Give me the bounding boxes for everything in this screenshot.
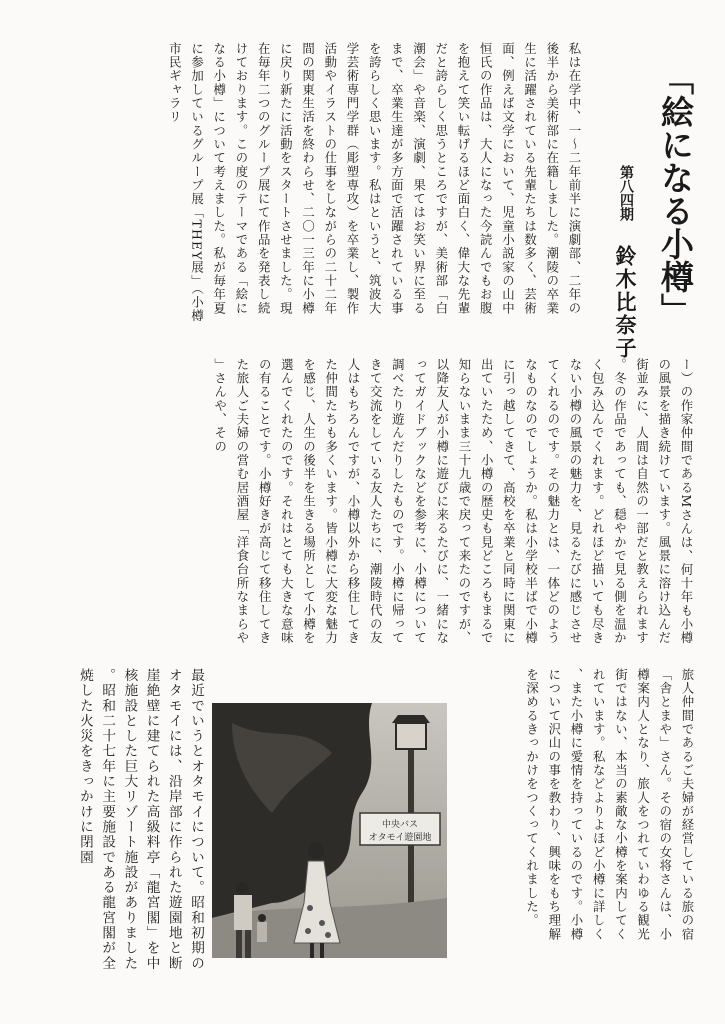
woman-head bbox=[308, 843, 324, 859]
historic-photo-otamoi bbox=[212, 703, 447, 958]
body-text-block-1: 私は在学中、一〜二年前半に演劇部、二年の後半から美術部に在籍しました。潮陵の卒業生に活躍されている先輩たちは数多く、芸術面、例えば文学において、児童小説家の山中恒氏の作品は、大人になった今読んでもお腹を抱えて笑い転げるほど面白く、偉大な先輩だと誇らしく思うところですが、美術部「白潮会」や音楽、演劇、果てはお笑い界に至るまで、卒業生達が多方面で活躍されている事を誇らしく思います。私はというと、筑波大学芸術専門学群（彫塑専攻）を卒業し、製作活動やイラストの仕事をしながらの二十二年間の関東生活を終わらせ、二〇一三年に小樽に戻り新たに活動をスタートさせました。現在毎年二つのグループ展にて作品を発表し続けております。この度のテーマである「絵になる小樽」について考えました。私が毎年夏に参加しているグループ展「THEY展」（小樽市民ギャラリ bbox=[167, 42, 582, 323]
article-title: 「絵になる小樽」 bbox=[656, 62, 695, 326]
body-text-block-2: ー）の作家仲間であるMさんは、何十年も小樽の風景を描き続けています。風景に溶け込んだ街並みに、人間は自然の一部だと教えられます。冬の作品であっても、穏やかで見る側を温かく包み込んでくれます。どれほど描いても尽きない小樽の風景の魅力を、見るたびに感じさせてくれるのです。その魅力とは、一体どのようなものなのでしょうか。私は小学校半ばで小樽に引っ越してきて、高校を卒業と同時に関東に出ていたため、小樽の歴史も見どころもまるで知らないまま三十九歳で戻って来たのですが、以降友人が小樽に遊びに来るたびに、一緒になってガイドブックなどを参考に、小樽について調べたり遊んだりしたものです。小樽に帰ってきて交流をしている友人たちに、潮陵時代の友人はもちろんですが、小樽以外から移住してきた仲間たちも多くいます。皆小樽に大変な魅力を感じ、人生の後半を生きる場所として小樽を選んでくれたのです。それはとても大きな意味の有ることです。小樽好きが高じて移住してきた旅人ご夫婦の営む居酒屋「洋食台所なまらや」さんや、その bbox=[212, 358, 694, 645]
author-name: 鈴木比奈子 bbox=[613, 245, 637, 360]
man-body bbox=[234, 895, 252, 930]
body-text-block-3b: 最近でいうとオタモイについて。昭和初期のオタモイには、沿岸部に作られた遊園地と断崖絶壁に建てられた高級料亭「龍宮閣」を中核施設とした巨大リゾート施設がありました。昭和二十七年に主要施設である龍宮閣が全焼した火災をきっかけに閉園 bbox=[76, 668, 204, 971]
lamp-roof bbox=[392, 715, 430, 723]
lamp-lantern bbox=[396, 723, 426, 749]
body-text-block-3a: 旅人仲間であるご夫婦が経営している旅の宿「舎とまや」さん。その宿の女将さんは、小樽案内人となり、旅人をつれていわゆる観光街ではない、本当の素敵な小樽を案内してくれています。私などよりよほど小樽に詳しく、また小樽に愛情を持っているのです。小樽について沢山の事を教わり、興味をもち理解を深めるきっかけをつくってくれました。 bbox=[524, 668, 695, 941]
man-head bbox=[236, 882, 248, 894]
author-class-year: 第八四期 bbox=[618, 165, 634, 221]
sign-text-2: オタモイ遊園地 bbox=[368, 833, 432, 843]
sign-text-1: 中央バス bbox=[381, 820, 419, 830]
photo-illustration bbox=[212, 703, 447, 958]
